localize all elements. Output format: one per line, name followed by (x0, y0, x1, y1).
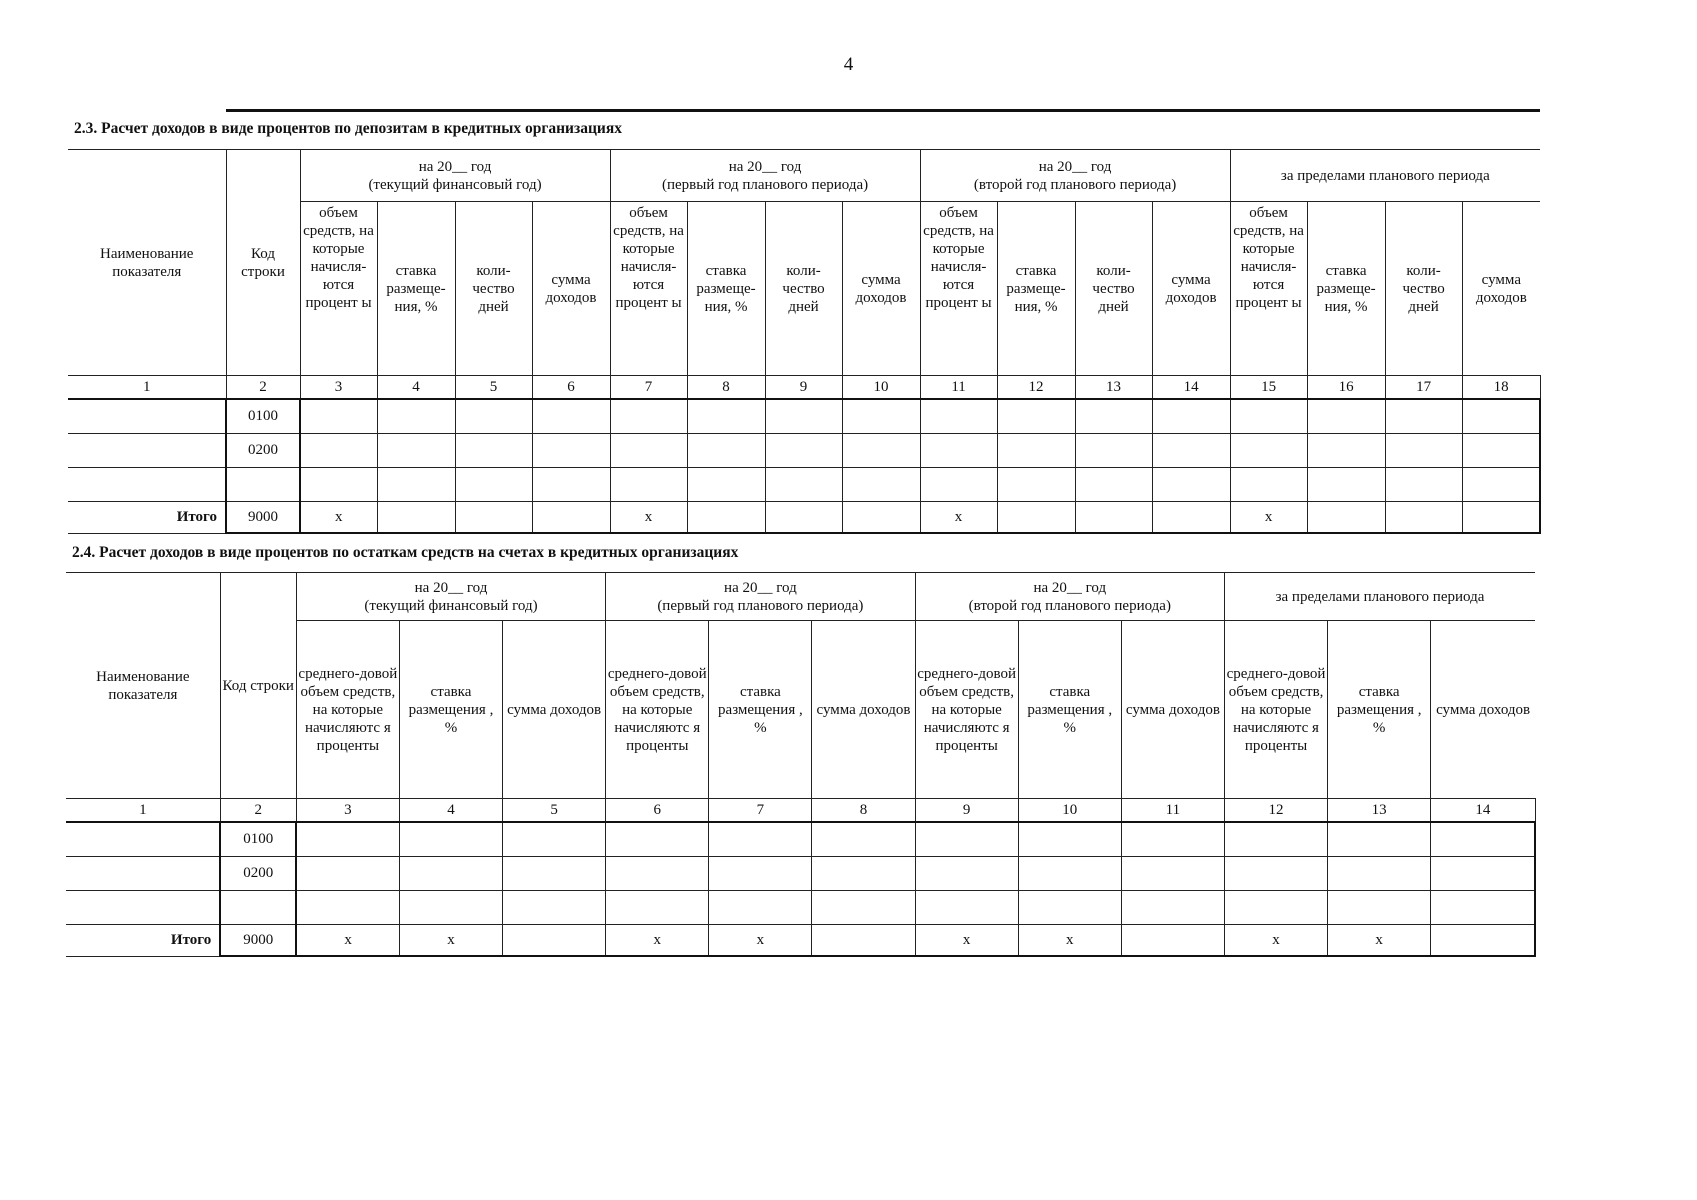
value-cell[interactable] (503, 822, 606, 856)
value-cell[interactable] (606, 890, 709, 924)
col-number: 2 (220, 799, 296, 823)
value-cell[interactable]: x (296, 924, 399, 956)
col-number: 12 (997, 376, 1075, 400)
section-23-title: 2.3. Расчет доходов в виде процентов по депозитам в кредитных организациях (74, 120, 622, 137)
period-line2: (первый год планового периода) (657, 597, 864, 614)
value-cell[interactable] (1328, 856, 1431, 890)
subcol-rate: ставка размеще-ния, % (997, 202, 1075, 376)
value-cell[interactable] (842, 467, 920, 501)
row-code: 9000 (220, 924, 296, 956)
value-cell[interactable] (1385, 399, 1462, 433)
value-cell[interactable] (296, 890, 399, 924)
col-number: 16 (1307, 376, 1385, 400)
col-number: 4 (399, 799, 502, 823)
row-name (68, 399, 226, 433)
total-row (66, 924, 1535, 956)
value-cell[interactable] (300, 433, 377, 467)
subcol-volume: объем средств, на которые начисля-ются процент ы (920, 202, 997, 376)
value-cell[interactable] (455, 501, 532, 533)
row-code: 0200 (220, 856, 296, 890)
header-name: Наименование показателя (68, 150, 226, 376)
subcol-avg-volume: среднего-довой объем средств, на которые начисляютс я проценты (296, 621, 399, 799)
value-cell[interactable] (606, 822, 709, 856)
value-cell[interactable] (812, 856, 915, 890)
value-cell[interactable] (709, 890, 812, 924)
col-number: 11 (920, 376, 997, 400)
row-code: 0100 (226, 399, 300, 433)
value-cell[interactable] (709, 822, 812, 856)
subcol-rate: ставка размещения , % (399, 621, 502, 799)
value-cell[interactable] (1462, 399, 1540, 433)
period-line2: (второй год планового периода) (968, 597, 1171, 614)
value-cell[interactable] (920, 399, 997, 433)
value-cell[interactable]: x (1328, 924, 1431, 956)
value-cell[interactable] (1328, 822, 1431, 856)
value-cell[interactable] (1385, 433, 1462, 467)
subcol-volume: объем средств, на которые начисля-ются процент ы (300, 202, 377, 376)
value-cell[interactable] (997, 467, 1075, 501)
value-cell[interactable] (997, 501, 1075, 533)
value-cell[interactable] (1307, 399, 1385, 433)
value-cell[interactable] (1075, 467, 1152, 501)
section-24-title: 2.4. Расчет доходов в виде процентов по остаткам средств на счетах в кредитных организациях (72, 544, 739, 561)
value-cell[interactable] (1018, 856, 1121, 890)
value-cell[interactable] (503, 890, 606, 924)
col-number: 11 (1121, 799, 1224, 823)
subcol-avg-volume: среднего-довой объем средств, на которые начисляютс я проценты (1224, 621, 1327, 799)
col-number: 10 (1018, 799, 1121, 823)
table-row (66, 890, 1535, 924)
value-cell[interactable] (1018, 822, 1121, 856)
period-line1: на 20__ год (728, 158, 802, 175)
value-cell[interactable]: x (399, 924, 502, 956)
value-cell[interactable]: x (709, 924, 812, 956)
value-cell[interactable] (300, 399, 377, 433)
value-cell[interactable] (765, 433, 842, 467)
col-number: 13 (1328, 799, 1431, 823)
value-cell[interactable] (915, 822, 1018, 856)
value-cell[interactable] (920, 433, 997, 467)
value-cell[interactable] (610, 399, 687, 433)
value-cell[interactable] (915, 856, 1018, 890)
value-cell[interactable] (1230, 433, 1307, 467)
col-number: 1 (68, 376, 226, 400)
value-cell[interactable] (709, 856, 812, 890)
row-name (66, 822, 220, 856)
period-line1: на 20__ год (418, 158, 492, 175)
value-cell[interactable] (455, 433, 532, 467)
value-cell[interactable] (1462, 467, 1540, 501)
value-cell[interactable] (687, 433, 765, 467)
value-cell[interactable] (1307, 433, 1385, 467)
table-row (68, 433, 1540, 467)
total-row (68, 501, 1540, 533)
subcol-avg-volume: среднего-довой объем средств, на которые начисляютс я проценты (606, 621, 709, 799)
value-cell[interactable] (1307, 501, 1385, 533)
row-name (66, 890, 220, 924)
col-number: 7 (709, 799, 812, 823)
row-code: 9000 (226, 501, 300, 533)
row-name: Итого (66, 924, 220, 956)
value-cell[interactable] (1431, 856, 1535, 890)
value-cell[interactable] (1121, 924, 1224, 956)
col-number: 9 (765, 376, 842, 400)
value-cell[interactable] (377, 433, 455, 467)
period-line2: за пределами планового периода (1280, 167, 1490, 184)
value-cell[interactable] (915, 890, 1018, 924)
value-cell[interactable] (1462, 433, 1540, 467)
value-cell[interactable]: x (920, 501, 997, 533)
col-number: 2 (226, 376, 300, 400)
value-cell[interactable] (997, 399, 1075, 433)
period-line2: (текущий финансовый год) (364, 597, 538, 614)
period-line2: (текущий финансовый год) (368, 176, 542, 193)
value-cell[interactable] (606, 856, 709, 890)
value-cell[interactable] (997, 433, 1075, 467)
value-cell[interactable] (503, 924, 606, 956)
row-code: 0100 (220, 822, 296, 856)
col-number: 18 (1462, 376, 1540, 400)
col-number: 1 (66, 799, 220, 823)
value-cell[interactable] (610, 467, 687, 501)
value-cell[interactable] (1121, 822, 1224, 856)
subcol-rate: ставка размещения , % (1018, 621, 1121, 799)
value-cell[interactable]: x (915, 924, 1018, 956)
subcol-rate: ставка размеще-ния, % (687, 202, 765, 376)
value-cell[interactable] (765, 467, 842, 501)
value-cell[interactable] (399, 856, 502, 890)
col-number: 5 (455, 376, 532, 400)
row-name (66, 856, 220, 890)
value-cell[interactable]: x (300, 501, 377, 533)
row-code (226, 467, 300, 501)
value-cell[interactable] (765, 501, 842, 533)
value-cell[interactable] (296, 856, 399, 890)
period-header-beyond (1224, 573, 1535, 621)
table-row (66, 856, 1535, 890)
value-cell[interactable] (1075, 433, 1152, 467)
col-number: 4 (377, 376, 455, 400)
value-cell[interactable] (610, 433, 687, 467)
value-cell[interactable]: x (1224, 924, 1327, 956)
col-number: 12 (1224, 799, 1327, 823)
subcol-income: сумма доходов (1121, 621, 1224, 799)
period-line2: (второй год планового периода) (973, 176, 1177, 193)
period-header-second (915, 573, 1224, 621)
value-cell[interactable] (377, 501, 455, 533)
accounts-table (66, 572, 1536, 957)
value-cell[interactable] (532, 433, 610, 467)
subcol-days: коли-чество дней (455, 202, 532, 376)
col-number: 8 (687, 376, 765, 400)
value-cell[interactable] (1224, 822, 1327, 856)
row-code: 0200 (226, 433, 300, 467)
value-cell[interactable] (842, 433, 920, 467)
value-cell[interactable] (812, 822, 915, 856)
value-cell[interactable]: x (1230, 501, 1307, 533)
subcol-rate: ставка размещения , % (1328, 621, 1431, 799)
top-rule (226, 109, 1540, 112)
col-number: 10 (842, 376, 920, 400)
period-header-current (296, 573, 605, 621)
value-cell[interactable] (1385, 467, 1462, 501)
period-header-first (606, 573, 915, 621)
value-cell[interactable] (455, 399, 532, 433)
value-cell[interactable] (1462, 501, 1540, 533)
header-code: Код строки (220, 573, 296, 799)
row-name: Итого (68, 501, 226, 533)
col-number: 14 (1152, 376, 1230, 400)
value-cell[interactable]: x (610, 501, 687, 533)
period-header-current (300, 150, 610, 202)
col-number: 17 (1385, 376, 1462, 400)
value-cell[interactable] (532, 501, 610, 533)
table-row (68, 399, 1540, 433)
subcol-avg-volume: среднего-довой объем средств, на которые начисляютс я проценты (915, 621, 1018, 799)
value-cell[interactable] (842, 501, 920, 533)
subcol-income: сумма доходов (532, 202, 610, 376)
period-line1: на 20__ год (724, 579, 797, 596)
subcol-income: сумма доходов (1462, 202, 1540, 376)
col-number: 5 (503, 799, 606, 823)
subcol-income: сумма доходов (1431, 621, 1535, 799)
value-cell[interactable] (1224, 890, 1327, 924)
value-cell[interactable] (842, 399, 920, 433)
subcol-rate: ставка размеще-ния, % (1307, 202, 1385, 376)
header-name: Наименование показателя (66, 573, 220, 799)
value-cell[interactable] (812, 924, 915, 956)
subcol-volume: объем средств, на которые начисля-ются процент ы (610, 202, 687, 376)
period-line1: на 20__ год (1038, 158, 1112, 175)
value-cell[interactable] (1152, 433, 1230, 467)
value-cell[interactable] (1121, 856, 1224, 890)
value-cell[interactable] (920, 467, 997, 501)
period-line2: за пределами планового периода (1275, 588, 1485, 605)
value-cell[interactable] (296, 822, 399, 856)
header-code: Код строки (226, 150, 300, 376)
period-line2: (первый год планового периода) (661, 176, 869, 193)
value-cell[interactable] (1121, 890, 1224, 924)
value-cell[interactable] (532, 399, 610, 433)
period-header-beyond (1230, 150, 1540, 202)
col-number: 7 (610, 376, 687, 400)
value-cell[interactable] (1307, 467, 1385, 501)
period-line1: на 20__ год (414, 579, 488, 596)
subcol-days: коли-чество дней (765, 202, 842, 376)
value-cell[interactable] (687, 501, 765, 533)
value-cell[interactable] (1018, 890, 1121, 924)
value-cell[interactable]: x (606, 924, 709, 956)
subcol-rate: ставка размеще-ния, % (377, 202, 455, 376)
col-number: 3 (300, 376, 377, 400)
value-cell[interactable] (532, 467, 610, 501)
col-number: 3 (296, 799, 399, 823)
value-cell[interactable] (1431, 890, 1535, 924)
subcol-days: коли-чество дней (1075, 202, 1152, 376)
value-cell[interactable] (1328, 890, 1431, 924)
value-cell[interactable] (765, 399, 842, 433)
col-number: 8 (812, 799, 915, 823)
value-cell[interactable] (1152, 501, 1230, 533)
col-number: 9 (915, 799, 1018, 823)
period-line1: на 20__ год (1033, 579, 1107, 596)
col-number: 14 (1431, 799, 1535, 823)
subcol-income: сумма доходов (842, 202, 920, 376)
deposits-table (68, 149, 1541, 534)
table-row (66, 822, 1535, 856)
row-code (220, 890, 296, 924)
subcol-rate: ставка размещения , % (709, 621, 812, 799)
col-number: 15 (1230, 376, 1307, 400)
value-cell[interactable] (687, 467, 765, 501)
table-row (68, 467, 1540, 501)
value-cell[interactable] (377, 467, 455, 501)
value-cell[interactable] (399, 890, 502, 924)
value-cell[interactable] (1075, 399, 1152, 433)
value-cell[interactable] (1224, 856, 1327, 890)
subcol-income: сумма доходов (1152, 202, 1230, 376)
value-cell[interactable] (1230, 399, 1307, 433)
value-cell[interactable] (300, 467, 377, 501)
value-cell[interactable] (1152, 399, 1230, 433)
period-header-first (610, 150, 920, 202)
col-number: 6 (606, 799, 709, 823)
value-cell[interactable] (455, 467, 532, 501)
value-cell[interactable] (503, 856, 606, 890)
value-cell[interactable] (1431, 822, 1535, 856)
period-header-second (920, 150, 1230, 202)
row-name (68, 433, 226, 467)
value-cell[interactable] (1230, 467, 1307, 501)
subcol-days: коли-чество дней (1385, 202, 1462, 376)
value-cell[interactable] (812, 890, 915, 924)
page-number: 4 (843, 54, 854, 75)
subcol-income: сумма доходов (812, 621, 915, 799)
value-cell[interactable] (1385, 501, 1462, 533)
value-cell[interactable] (1431, 924, 1535, 956)
value-cell[interactable]: x (1018, 924, 1121, 956)
value-cell[interactable] (377, 399, 455, 433)
value-cell[interactable] (399, 822, 502, 856)
col-number: 13 (1075, 376, 1152, 400)
row-name (68, 467, 226, 501)
subcol-volume: объем средств, на которые начисля-ются процент ы (1230, 202, 1307, 376)
col-number: 6 (532, 376, 610, 400)
value-cell[interactable] (1152, 467, 1230, 501)
value-cell[interactable] (687, 399, 765, 433)
value-cell[interactable] (1075, 501, 1152, 533)
subcol-income: сумма доходов (503, 621, 606, 799)
